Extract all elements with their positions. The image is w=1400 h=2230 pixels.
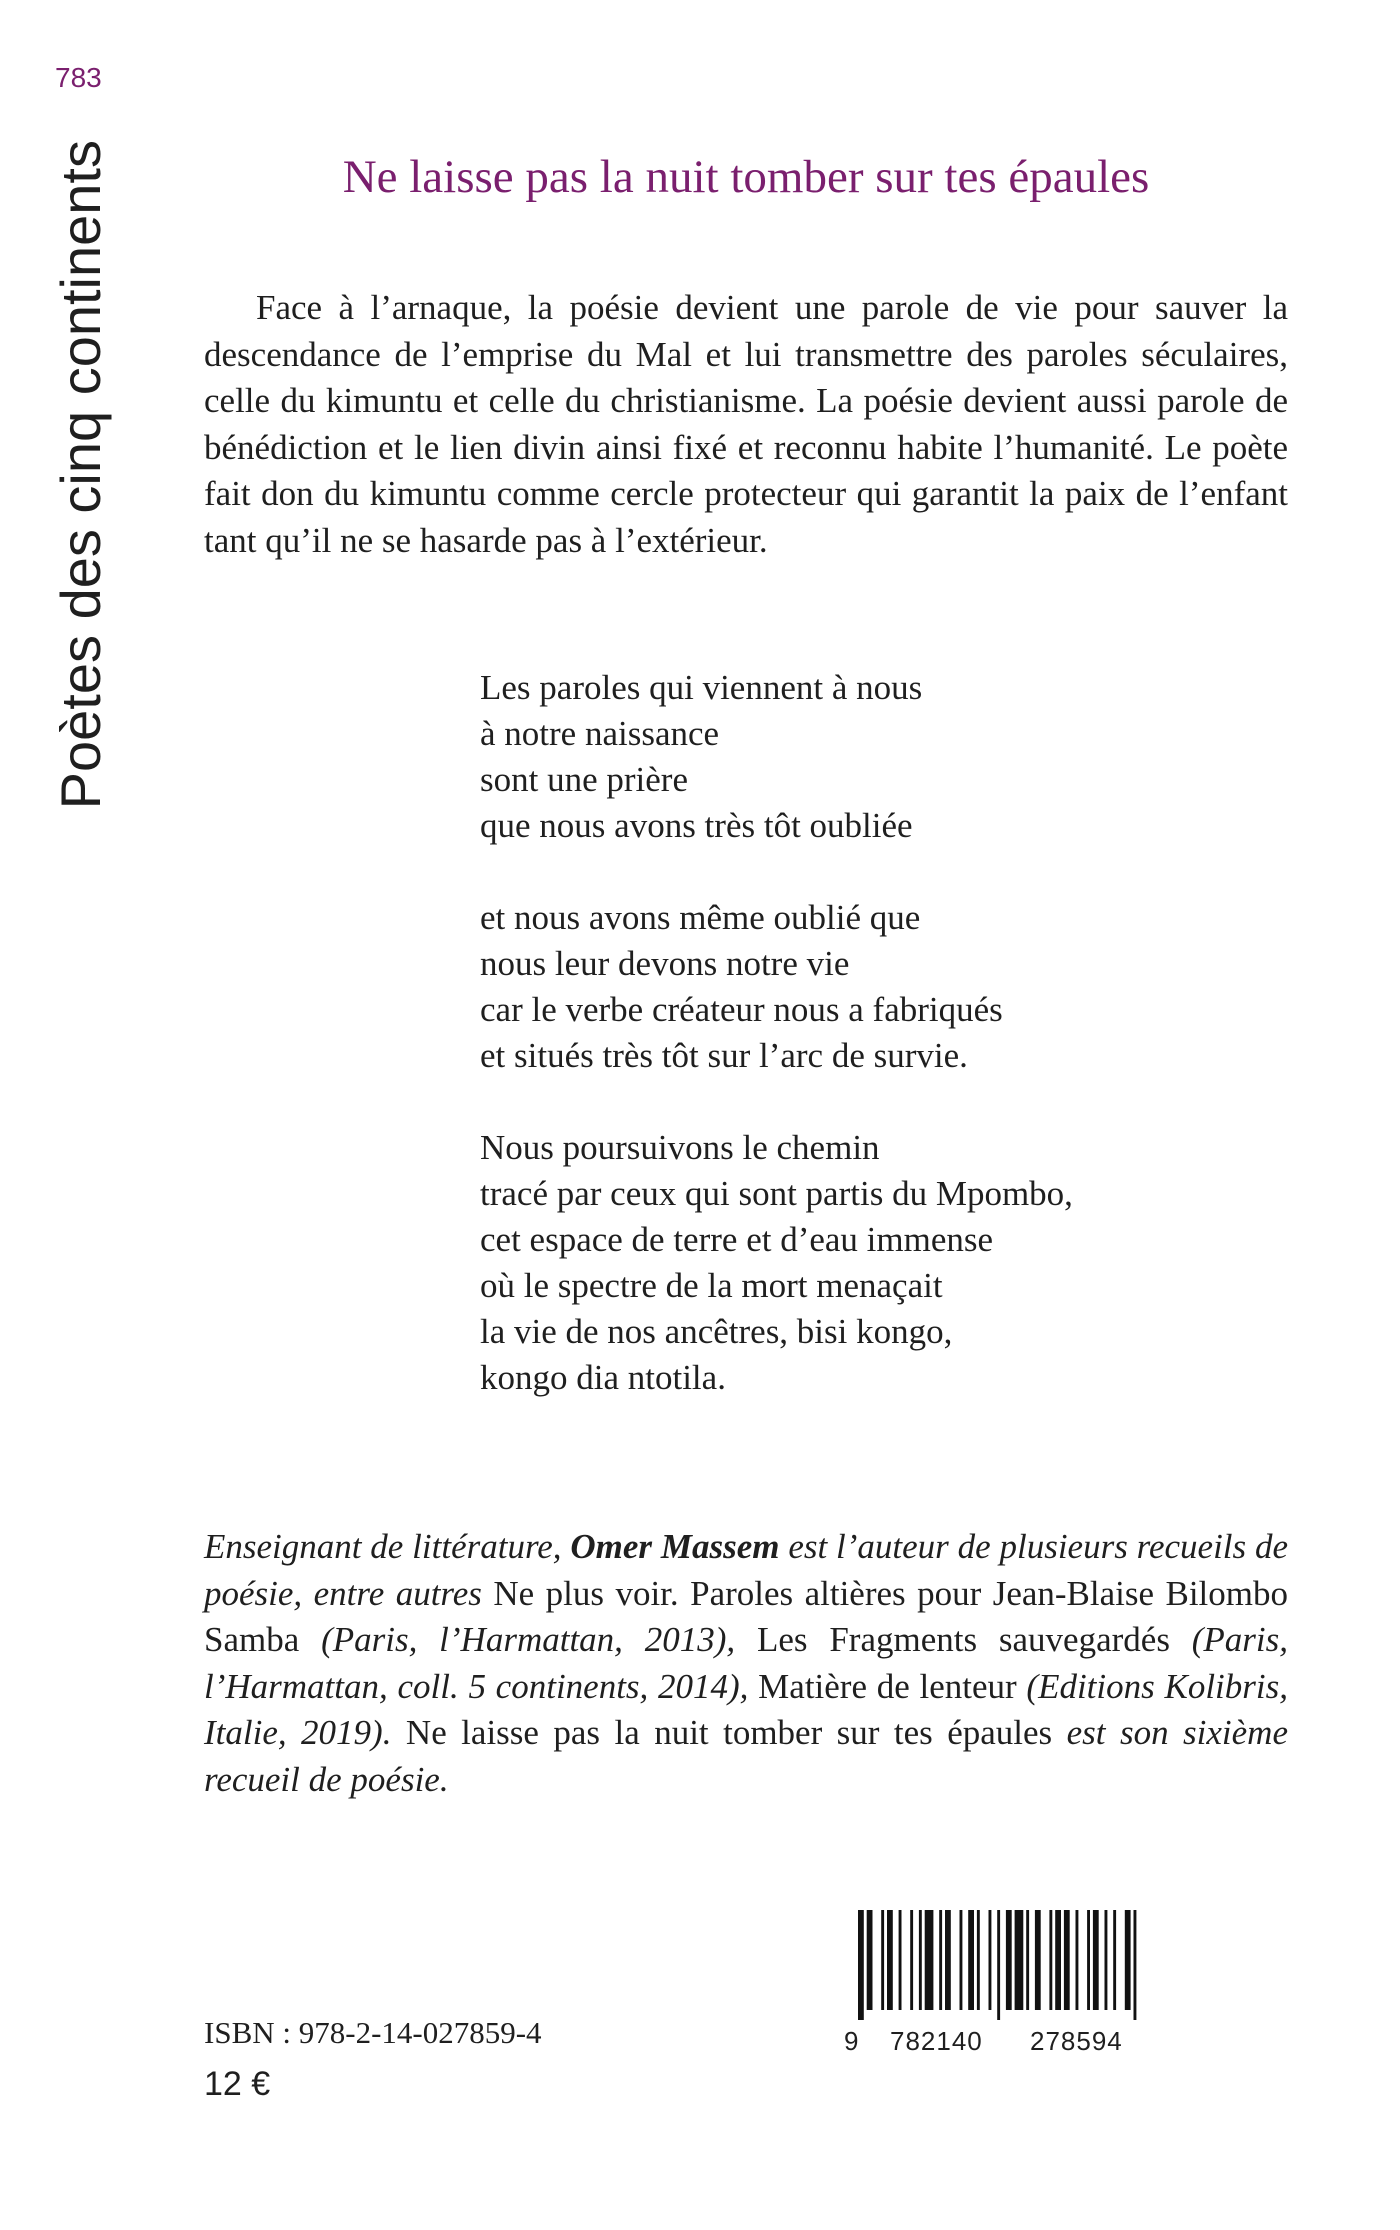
series-name [46, 140, 116, 880]
book-title-ref: Matière de lenteur [758, 1666, 1017, 1706]
series-number: 783 [55, 62, 102, 93]
barcode-bar [989, 1910, 992, 2010]
book-title-ref: Ne plus voir. Paroles altières pour Jean-Blaise Bilombo Samba [204, 1573, 1289, 1659]
bio-text: Enseignant de littérature, [204, 1527, 562, 1566]
barcode-bar [899, 1910, 902, 2010]
barcode-bar [1076, 1910, 1079, 2010]
book-title-ref: Ne laisse pas la nuit tomber sur tes épaules [405, 1713, 1053, 1752]
barcode-bar [1093, 1910, 1099, 2010]
poem-stanza [480, 665, 1280, 849]
poem-line: et nous avons même oublié que [480, 898, 921, 937]
poem-line: Nous poursuivons le chemin [480, 1128, 880, 1167]
poem-excerpt [480, 665, 1280, 1447]
barcode-bars [840, 1910, 1180, 2020]
book-title: Ne laisse pas la nuit tomber sur tes épaules [342, 151, 1150, 203]
barcode-bar [1087, 1910, 1090, 2010]
barcode-bar [1064, 1910, 1070, 2010]
poem-line: que nous avons très tôt oubliée [480, 806, 913, 845]
poem-line: nous leur devons notre vie [480, 944, 850, 983]
barcode-bar [1125, 1910, 1131, 2010]
barcode-bar [945, 1910, 951, 2010]
bio-text: est son sixième recueil de poésie. [204, 1713, 1288, 1799]
poem-stanza [480, 1125, 1280, 1401]
poem-line: où le spectre de la mort menaçait [480, 1266, 943, 1305]
summary-paragraph: Face à l’arnaque, la poésie devient une parole de vie pour sauver la descendance de l’emprise du Mal et lui transmettre des paroles séculaires, celle du kimuntu et celle du christianisme. La poésie devient aussi parole de bénédiction et le lien divin ainsi fixé et reconnu habite l’humanité. Le poète fait don du kimuntu comme cercle protecteur qui garantit la paix de l’enfant tant qu’il ne se hasarde pas à l’extérieur. [204, 288, 1288, 560]
barcode-bar [1015, 1910, 1024, 2010]
barcode-bar [1006, 1910, 1012, 2010]
series-name-text: Poètes des cinq continents [49, 140, 112, 810]
bio-text: (Paris, l’Harmattan, coll. 5 continents, 2014), [204, 1620, 1289, 1706]
author-bio [204, 1524, 1288, 1803]
barcode-bar [1026, 1910, 1029, 2010]
poem-stanza [480, 895, 1280, 1079]
barcode-digits-right: 278594 [1030, 2026, 1123, 2056]
barcode-bar [939, 1910, 942, 2010]
barcode-bar [919, 1910, 922, 2010]
barcode-bar [881, 1910, 884, 2010]
barcode-bar [1049, 1910, 1052, 2010]
author-name: Omer Massem [570, 1527, 780, 1566]
poem-line: car le verbe créateur nous a fabriqués [480, 990, 1003, 1029]
barcode-digits-left: 782140 [890, 2026, 983, 2056]
isbn: ISBN : 978-2-14-027859-4 [204, 2015, 542, 2050]
poem-line: la vie de nos ancêtres, bisi kongo, [480, 1312, 953, 1351]
barcode-bar [1105, 1910, 1108, 2010]
barcode-bar [858, 1910, 864, 2020]
bio-text: (Editions Kolibris, Italie, 2019). [204, 1666, 1288, 1752]
poem-line: Les paroles qui viennent à nous [480, 668, 923, 707]
barcode-bar [1134, 1910, 1137, 2020]
barcode-bar [960, 1910, 963, 2010]
barcode-bar [867, 1910, 873, 2010]
barcode-bar [977, 1910, 980, 2010]
bio-text: est l’auteur de plusieurs recueils de poésie, entre autres [204, 1527, 1289, 1613]
barcode-bar [1113, 1910, 1116, 2010]
barcode-bar [968, 1910, 974, 2010]
poem-line: kongo dia ntotila. [480, 1358, 726, 1397]
bio-text: (Paris, l’Harmattan, 2013), [321, 1620, 736, 1659]
barcode-bar [997, 1910, 1000, 2020]
price: 12 € [204, 2065, 271, 2103]
barcode-bar [925, 1910, 934, 2010]
barcode-bar [1035, 1910, 1041, 2010]
poem-line: à notre naissance [480, 714, 720, 753]
barcode-bar [910, 1910, 913, 2010]
poem-line: et situés très tôt sur l’arc de survie. [480, 1036, 968, 1075]
poem-line: cet espace de terre et d’eau immense [480, 1220, 994, 1259]
book-title-ref: Les Fragments sauvegardés [756, 1620, 1170, 1659]
barcode-bar [887, 1910, 893, 2010]
barcode-digit-lead: 9 [844, 2026, 860, 2056]
poem-line: tracé par ceux qui sont partis du Mpombo, [480, 1174, 1073, 1213]
barcode-bar [1055, 1910, 1061, 2010]
poem-line: sont une prière [480, 760, 688, 799]
